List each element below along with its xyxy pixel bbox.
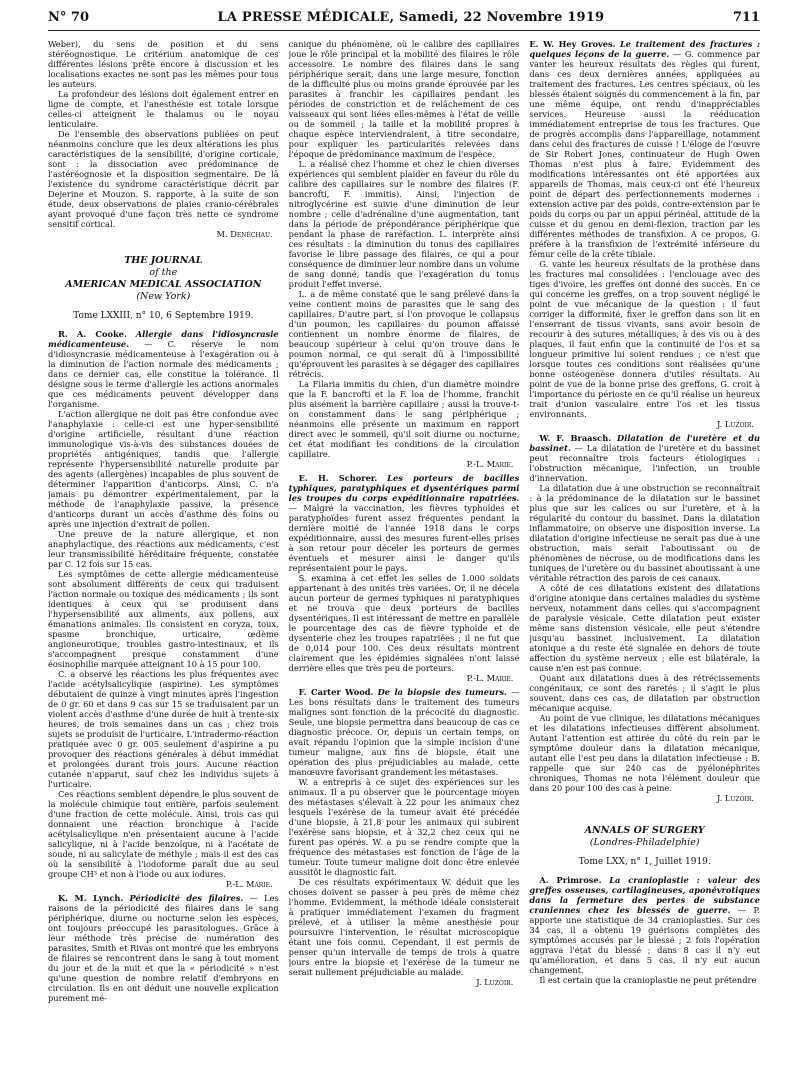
publication-title: LA PRESSE MÉDICALE, Samedi, 22 Novembre 1919: [217, 10, 605, 25]
paragraph: canique du phénomène, où le calibre des capillaires joue le rôle principal et la mobilité des filaires le rôle accessoire. Le nombre des filaires dans le sang périphérique serait, dans une large mesure, fonction de la difficulté plus ou moins grande éprouvée par les parasites à franchir les capillaires pendant les périodes de constriction et de relâchement de ces vaisseaux qui sont liées elles-mêmes à l'état de veille ou de sommeil ; la taille et la mobilité propres à chaque espèce interviendraient, à titre secondaire, pour expliquer les particularités relevées dans l'époque de prédominance maximum de l'espèce.: [288, 39, 520, 159]
article-title: Le traitement des fractures : quelques leçons de la guerre.: [529, 39, 761, 59]
signature: J. Luzoir.: [716, 419, 755, 429]
journal-heading: [529, 825, 760, 849]
journal-name-line: ANNALS OF SURGERY: [584, 825, 705, 836]
column-3: [529, 39, 760, 1089]
article-title: Dilatation de l'uretère et du bassinet.: [529, 433, 761, 453]
paragraph: L. a de même constaté que le sang prélevé dans la veine contient moins de parasites que le sang des capillaires. D'autre part, si l'on provoque le collapsus d'un poumon, les capillaires du poumon affaissé contiennent un nombre énorme de filaires, de beaucoup supérieur à celui qu'on trouve dans le poumon normal, ce qui serait dû à l'impossibilité qu'éprouvent les parasites à se dégager des capillaires rétrécis.: [288, 289, 520, 379]
paragraph: G. vante les heureux résultats de la prothèse dans les fractures mal consolidées : l'enclouage avec des tiges d'ivoire, les greffes ont donné des succès. En ce qui concerne les greffes, on a trop souvent négligé le point de vue mécanique de la question : il faut corriger la difformité, fixer le greffon dans son lit en l'enserrant de tissus vivants, sans avoir besoin de recourir à des sutures métalliques, à des vis ou à des plaques, il faut enfin que la continuité de l'os et sa longueur primitive lui soient rendues ; ce n'est que lorsque toutes ces conditions sont réalisées qu'une bonne ostéogenèse donnera d'utiles résultats. Au point de vue de la bonne prise des greffons, G. croit à l'importance du périoste en ce qu'il réalise un heureux trait d'union vasculaire entre l'os et les tissus environnants.: [529, 259, 761, 419]
paragraph: La profondeur des lésions doit également entrer en ligne de compte, et l'anesthésie est totale lorsque celles-ci atteignent le thalamus ou le noyau lenticulaire.: [48, 89, 279, 129]
page-header: [48, 10, 760, 31]
paragraph: C. a observé les réactions les plus fréquentes avec l'acide acétylsalicylique (aspirine). Les symptômes débutaient de quinze à vingt minutes après l'ingestion de 0 gr. 60 et dans 9 cas sur 15 se traduisaient par un violent accès d'asthme d'une durée de huit à trente-six heures, de trois semaines dans un cas ; chez trois sujets se produisit de l'urticaire. L'intradermo-réaction pratiquée avec 0 gr. 005 seulement d'aspirine a pu provoquer des réactions générales à début immédiat et prolongées durant trois jours. Aucune réaction cutanée n'apparut, sauf chez les individus sujets à l'urticaire.: [48, 669, 279, 789]
signature: M. Denéchau.: [216, 229, 273, 239]
article-author: F. Carter Wood.: [298, 687, 374, 697]
journal-location: (New York): [136, 291, 191, 302]
signature: P.-L. Marie.: [225, 879, 273, 889]
article-paragraph: [289, 473, 520, 573]
journal-location: (Londres-Philadelphie): [589, 837, 700, 848]
article-paragraph: [289, 687, 520, 777]
paragraph: Weber), du sens de position et du sens stéréognostique. Le critérium anatomique de ces différentes lésions prête encore à discussion et les localisations exactes ne sont pas les mêmes pour tous les auteurs.: [48, 39, 279, 89]
paragraph: Les symptômes de cette allergie médicamenteuse sont absolument différents de ceux qui traduisent l'action normale ou toxique des médicaments ; ils sont identiques à ceux qui se produisent dans l'hypersensibilité aux aliments, aux pollens, aux émanations animales. Ils consistent en coryza, toux, spasme bronchique, urticaire, œdème angioneurotique, troubles gastro-intestinaux, et ils s'accompagnent presque constamment d'une éosinophilie marquée atteignant 10 à 15 pour 100.: [48, 569, 279, 669]
article-author: R. A. Cooke.: [58, 329, 127, 339]
paragraph: Au point de vue clinique, les dilatations mécaniques et les dilatations infectieuses diffèrent absolument. Autant l'attention est attirée du côté du rein par le symptôme douleur dans la dilatation mécanique, autant elle l'est peu dans la dilatation infectieuse : B. rappelle que sur 240 cas de pyélonéphrites chroniques, Thomas ne nota l'élément douleur que dans 20 pour 100 des cas à peine.: [529, 713, 761, 793]
page-number: 711: [732, 10, 760, 25]
article-text: — La dilatation de l'uretère et du bassinet peut reconnaître trois facteurs étiologiques : l'obstruction mécanique, l'infection, un trouble d'innervation.: [529, 443, 761, 483]
journal-heading: [48, 255, 279, 303]
article-title: Périodicité des filaires.: [129, 893, 244, 903]
article-author: A. Primrose.: [539, 875, 602, 885]
paragraph: Une preuve de la nature allergique, et non anaphylactique, des réactions aux médicaments, c'est leur transmissibilité héréditaire fréquente, constatée par C. 12 fois sur 15 cas.: [48, 529, 279, 569]
paragraph: De l'ensemble des observations publiées on peut néanmoins conclure que les deux altérations les plus caractéristiques de la sensibilité, d'origine corticale, sont : la dissociation avec prédominance de l'astéréognosie et la disposition segmentaire. De là l'existence du syndrome caractéristique décrit par Dejerine et Mouzon. S. rapporte, à la suite de son étude, deux observations de plaies cranio-cérébrales ayant provoqué d'une façon très nette ce syndrome sensitif cortical.: [48, 129, 279, 229]
article-text: — C. réserve le nom d'idiosyncrasie médicamenteuse à l'exagération ou à la diminution de l'action normale des médicaments ; dans ce dernier cas, elle constitue la tolérance. Il désigne sous le terme d'allergie les actions anormales que ces médicaments peuvent développer dans l'organisme.: [48, 339, 279, 409]
paragraph: W. a entrepris à ce sujet des expériences sur les animaux. Il a pu observer que le pourcentage moyen des métastases s'élevait à 22 pour les animaux chez lesquels l'exérèse de la tumeur avait été précédée d'une biopsie, à 21,8 pour les animaux qui subirent l'exérèse sans biopsie, et à 32,2 chez ceux qui ne furent pas opérés. W. a pu se rendre compte que la fréquence des métastases est fonction de l'âge de la tumeur. Toute tumeur maligne doit donc être enlevée aussitôt le diagnostic fait.: [288, 777, 520, 877]
text-columns: [48, 39, 760, 1089]
journal-name-line: THE JOURNAL: [124, 255, 203, 266]
paragraph: L. a réalisé chez l'homme et chez le chien diverses expériences qui semblent plaider en faveur du rôle du calibre des capillaires sur le nombre des filaires (F. bancrofti, F. immitis). Ainsi, l'injection de nitroglycérine est suivie d'une diminution de leur nombre ; celle d'adrénaline d'une augmentation, tant dans la période de prépondérance périphérique que pendant la phase de raréfaction. L. interprète ainsi ces résultats : la diminution du tonus des capillaires favorise le libre passage des filaires, ce qui a pour conséquence de diminuer leur nombre dans un volume de sang donné, tandis que l'exagération du tonus produit l'effet inverse.: [288, 159, 520, 289]
article-author: W. F. Braasch.: [539, 433, 612, 443]
article-paragraph: [48, 329, 279, 409]
issue-reference: Tome LXXIII, n° 10, 6 Septembre 1919.: [73, 311, 254, 321]
signature: J. Luzoir.: [716, 793, 755, 803]
column-2: [289, 39, 520, 1089]
journal-name-line: AMERICAN MEDICAL ASSOCIATION: [65, 279, 262, 290]
article-title: Les porteurs de bacilles typhiques, paratyphiques et dysentériques parmi les troupes du corps expéditionnaire rapatriées.: [288, 473, 520, 503]
paragraph: Il est certain que la cranioplastie ne peut prétendre: [539, 975, 757, 985]
article-title: Allergie dans l'idiosyncrasie médicamenteuse.: [48, 329, 279, 349]
signature: P.-L. Marie.: [466, 459, 514, 469]
issue-number: N° 70: [48, 10, 89, 25]
article-text: — Les raisons de la périodicité des filaires dans le sang périphérique, diurne ou nocturne selon les espèces, ont toujours préoccupé les parasitologues. Grâce à leur méthode très précise de numération des parasites, Smith et Rivas ont montré que les embryons de filaires se rencontrent dans le sang à tout moment du jour et de la nuit et que la « périodicité » n'est qu'une question de nombre relatif d'embryons en circulation. Ils en ont déduit une nouvelle explication purement mé-: [48, 893, 279, 1003]
paragraph: A côté de ces dilatations existent des dilatations d'origine atonique dans certaines maladies du système nerveux, notamment dans celles qui s'accompagnent de paralysie vésicale. Cette dilatation peut exister même sans distension vésicale, elle peut s'étendre jusqu'au bassinet inclusivement. La dilatation atonique a du reste été signalée en dehors de toute affection du système nerveux ; elle est bilatérale, la cause n'en est pas connue.: [529, 583, 761, 673]
article-text: — P. apporte une statistique de 34 cranioplasties. Sur ces 34 cas, il a obtenu 19 guérisons complètes des symptômes accusés par le blessé ; 2 fois l'opération aggrava l'état du blessé ; dans 8 cas il n'y eut qu'amélioration, et dans 5 cas, il n'y eut aucun changement.: [529, 905, 761, 975]
article-text: — Les bons résultats dans le traitement des tumeurs malignes sont fonction de la précocité du diagnostic. Seule, une biopsie permettra dans beaucoup de cas ce diagnostic précoce. Or, depuis un certain temps, on avait répandu l'opinion que la simple incision d'une tumeur maligne, aux fins de biopsie, était une opération des plus préjudiciables au malade, cette manœuvre favorisant grandement les métastases.: [288, 687, 520, 777]
article-paragraph: [529, 39, 760, 259]
article-text: — Malgré la vaccination, les fièvres typhoïdes et paratyphoïdes furent assez fréquentes pendant la dernière moitié de l'année 1918 dans le corps expéditionnaire, aussi des mesures furent-elles prises à son retour pour déceler les porteurs de germes éventuels et mesurer ainsi le danger qu'ils représentaient pour le pays.: [288, 503, 520, 573]
article-text: — G. commence par vanter les heureux résultats des règles qui furent, dans ces deux dernières années, appliquées au traitement des fractures. Les centres spéciaux, où les blessés étaient soignés du commencement à la fin, par une même équipe, ont rendu d'inappréciables services. Heureuse aussi la rééducation immédiatement entreprise de tous les fractures. Que de progrès accomplis dans l'appareillage, notamment dans celui des fractures de cuisse ! L'éloge de l'œuvre de Sir Robert Jones, continuateur de Hugh Owen Thomas n'est plus à faire. Evidemment des modifications intéressantes ont été apportées aux appareils de Thomas, mais ceux-ci ont été l'heureux point de départ des perfectionnements modernes : extension active par des poids, contre-extension par le poids du corps ou par un appui périnéal, attitude de la cuisse et du genou en demi-flexion, traction par les différentes méthodes de transfixion. A ce propos, G. préfère à la transfixion de l'extrémité inférieure du fémur celle de la crête tibiale.: [529, 49, 761, 259]
article-paragraph: [529, 433, 760, 483]
paragraph: S. examina à cet effet les selles de 1.000 soldats appartenant à des unités très variées. Or, il ne décela aucun porteur de germes typhiques ni paratyphiques et ne trouva que deux porteurs de bacilles dysentériques. Il est intéressant de mettre en parallèle le pourcentage des cas de fièvre typhoïde et de dysenterie chez les troupes rapatriées ; il ne fut que de 0,014 pour 100. Ces deux résultats montrent clairement que les épidémies signalées n'ont laissé derrière elles que très peu de porteurs.: [288, 573, 520, 673]
article-title: La cranioplastie : valeur des greffes osseuses, cartilagineuses, aponévrotiques dans la fermeture des pertes de substance craniennes chez les blessés de guerre.: [529, 875, 761, 915]
article-author: K. M. Lynch.: [58, 893, 124, 903]
article-author: E. W. Hey Groves.: [529, 39, 616, 49]
paragraph: Quant aux dilatations dues à des rétrécissements congénitaux, ce sont des raretés ; il s'agit le plus souvent, dans ces cas, de dilatation par obstruction mécanique acquise.: [529, 673, 761, 713]
article-title: De la biopsie des tumeurs.: [377, 687, 507, 697]
paragraph: La dilatation due à une obstruction se reconnaîtrait : à la prédominance de la dilatation sur le bassinet plus que sur les calices ou sur l'uretère, et à la régularité du contour du bassinet. Dans la dilatation inflammatoire, on observe une disposition inverse. La dilatation d'origine infectieuse ne serait pas due à une obstruction, mais serait l'aboutissant ou de phénomènes de nécrose, ou de modifications dans les tuniques de l'uretère ou du bassinet aboutissant à une véritable rétraction des parois de ces canaux.: [529, 483, 761, 583]
paragraph: Ces réactions semblent dépendre le plus souvent de la molécule chimique tout entière, parfois seulement d'une fraction de cette molécule. Ainsi, trois cas qui donnaient une réaction bronchique à l'acide acétylsalicylique n'en présentaient aucune à l'acide salicylique, ni à l'acide benzoïque, ni à l'acétate de soude, ni au salicylate de méthyle ; mais il est des cas où la sensibilité à l'iodoforme paraît due au seul groupe CH³ et non à l'iode ou aux iodures.: [48, 789, 279, 879]
article-author: E. H. Schorer.: [298, 473, 378, 483]
signature: P.-L. Marie.: [466, 673, 514, 683]
journal-name-line: of the: [149, 267, 178, 278]
signature: J. Luzoir.: [476, 977, 514, 987]
article-paragraph: [529, 875, 760, 975]
column-1: [48, 39, 279, 1089]
paragraph: La Filaria immitis du chien, d'un diamètre moindre que la F. bancrofti et la F. loa de l'homme, franchit plus aisément la barrière capillaire ; aussi la trouve-t-on constamment dans le sang périphérique ; néanmoins elle présente un maximum en rapport direct avec le sommeil, qu'il soit diurne ou nocturne, cet état modifiant les conditions de la circulation capillaire.: [288, 379, 520, 459]
paragraph: De ces résultats expérimentaux W. déduit que les choses doivent se passer à peu près de même chez l'homme. Evidemment, la méthode idéale consisterait à pratiquer immédiatement l'examen du fragment prélevé, et à utiliser la même anesthésie pour poursuivre l'intervention, le résultat microscopique étant une fois connu. Cependant, il est permis de penser qu'un intervalle de temps de trois à quatre jours entre la biopsie et l'exérèse de la tumeur ne serait nullement préjudiciable au malade.: [288, 877, 520, 977]
article-paragraph: [48, 893, 279, 1003]
issue-reference: Tome LXX, n° 1, Juillet 1919.: [578, 857, 711, 867]
paragraph: L'action allergique ne doit pas être confondue avec l'anaphylaxie : celle-ci est une hyper-sensibilité d'origine artificielle, résultant d'une réaction immunologique vis-à-vis des substances douées de propriétés antigéniques, tandis que l'allergie représente l'hypersensibilité naturelle produite par des agents (allergènes) incapables de plus souvent de déterminer l'apparition d'anticorps. Ainsi, C. n'a jamais pu démontrer expérimentalement, par la méthode de l'anaphylaxie passive, la présence d'anticorps durant un accès d'asthme des foins ou après une injection d'extrait de pollen.: [48, 409, 279, 529]
